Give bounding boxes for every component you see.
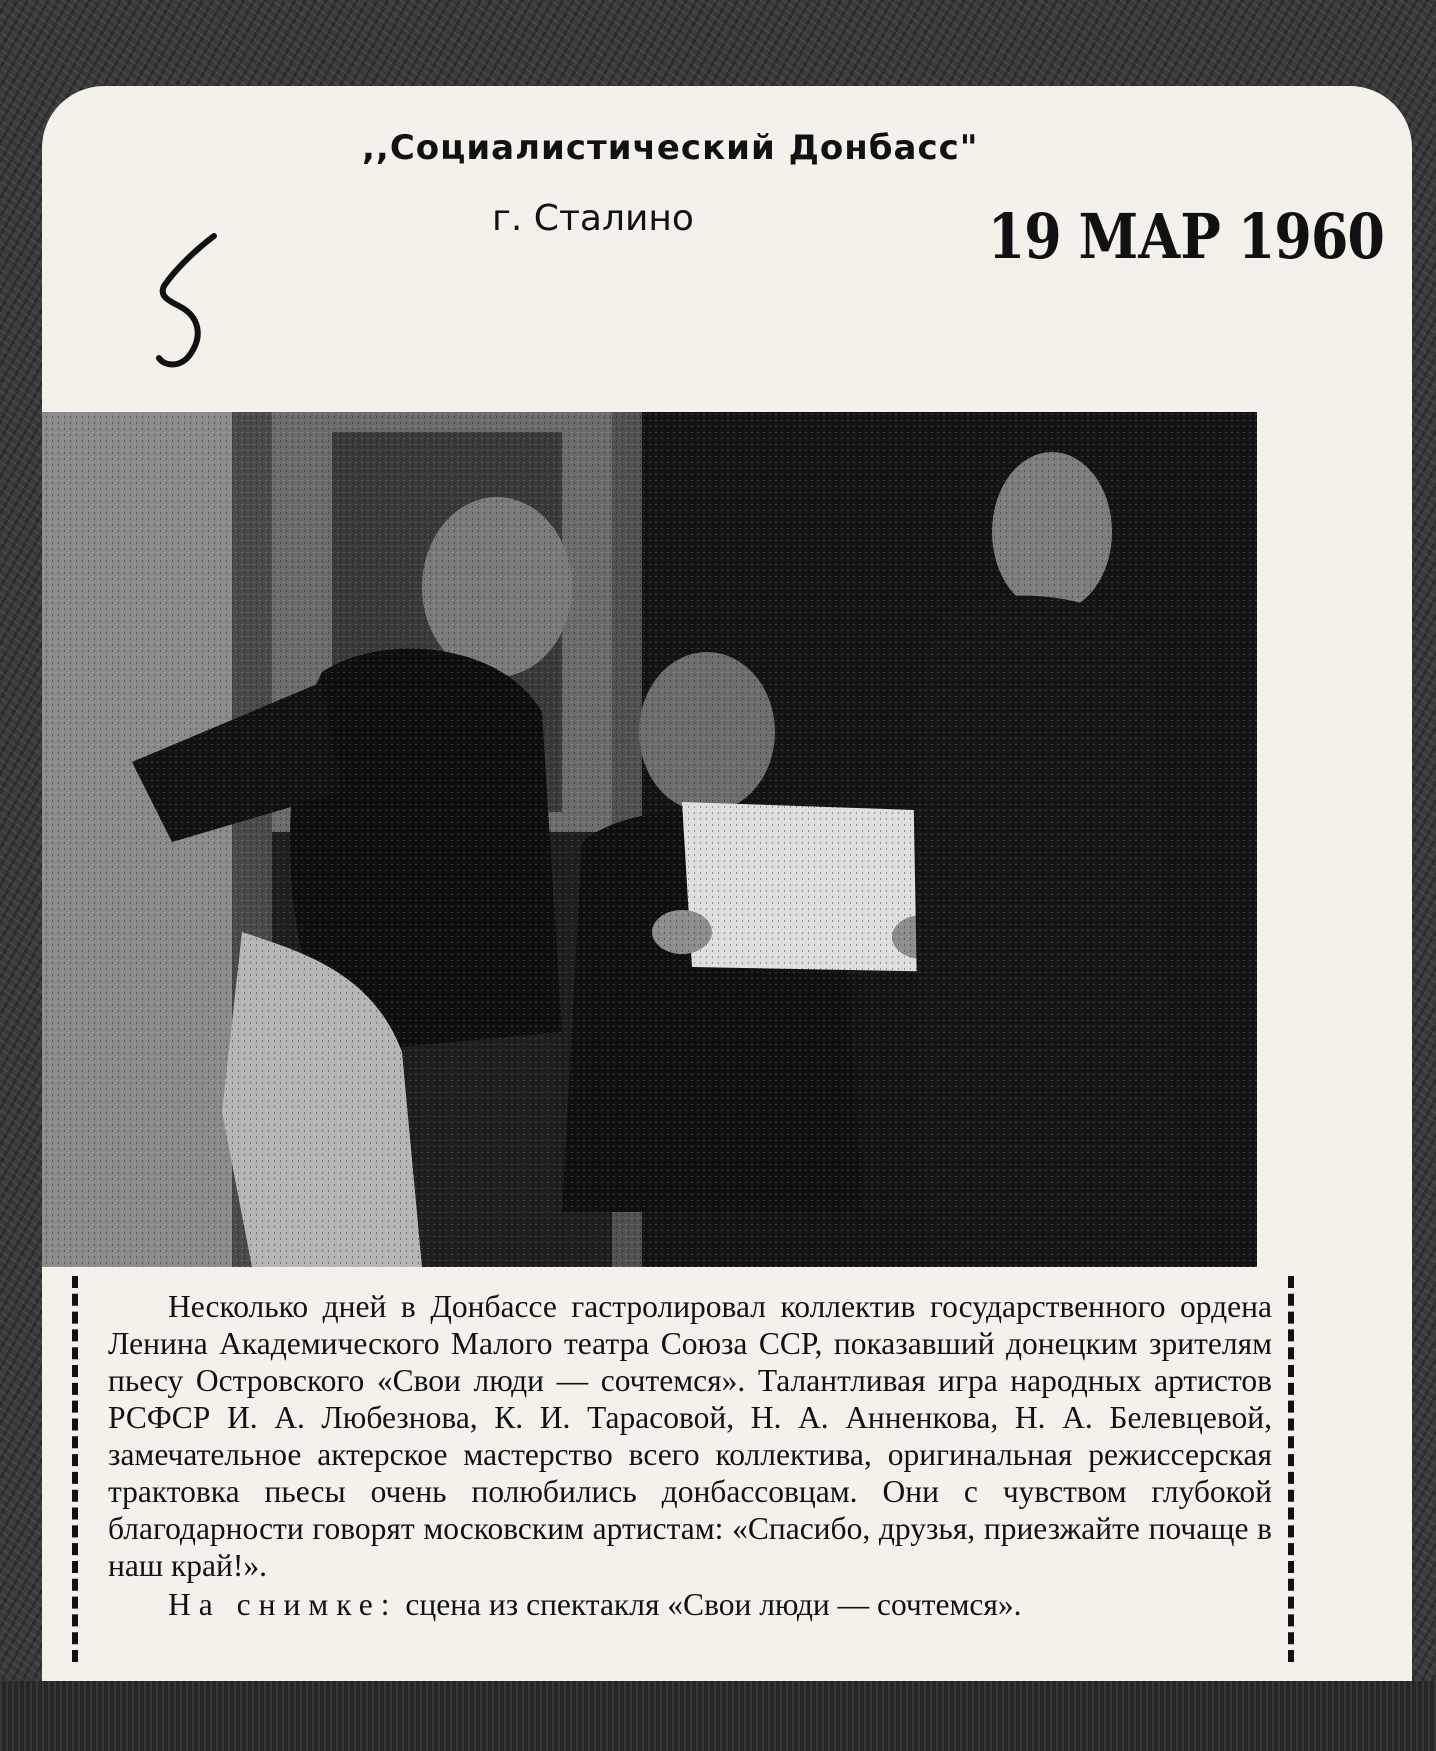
newspaper-clipping [42,86,1412,1686]
date-stamp: 19 МАР 1960 [987,199,1384,273]
city-label: г. Сталино [492,198,694,239]
photo-illustration [42,412,1257,1267]
caption-text: Несколько дней в Донбассе гастролировал коллектив государственного ордена Ленина Академического Малого театра Союза ССР, показавший донецким зрителям пьесу Островского «Свои люди — сочтемся». Талантливая игра народных артистов РСФСР И. А. Любезнова, К. И. Тарасовой, Н. А. Анненкова, Н. А. Белевцевой, замечательное актерское мастерство всего коллектива, оригинальная режиссерская трактовка пьесы очень полюбились донбассовцам. Они с чувством глубокой благодарности говорят московским артистам: «Спасибо, друзья, приезжайте почаще в наш край!». [108,1289,1272,1583]
caption-note-text: сцена из спектакля «Свои люди — сочтемся». [397,1587,1022,1622]
caption-note-label: На снимке: [168,1587,398,1622]
caption-note [108,1586,1272,1623]
newspaper-title: ,,Социалистический Донбасс" [362,128,979,168]
photo-caption [72,1276,1294,1662]
handwritten-number-mark [134,226,244,376]
scan-bottom-edge [0,1681,1436,1751]
theatre-photo [42,412,1257,1267]
